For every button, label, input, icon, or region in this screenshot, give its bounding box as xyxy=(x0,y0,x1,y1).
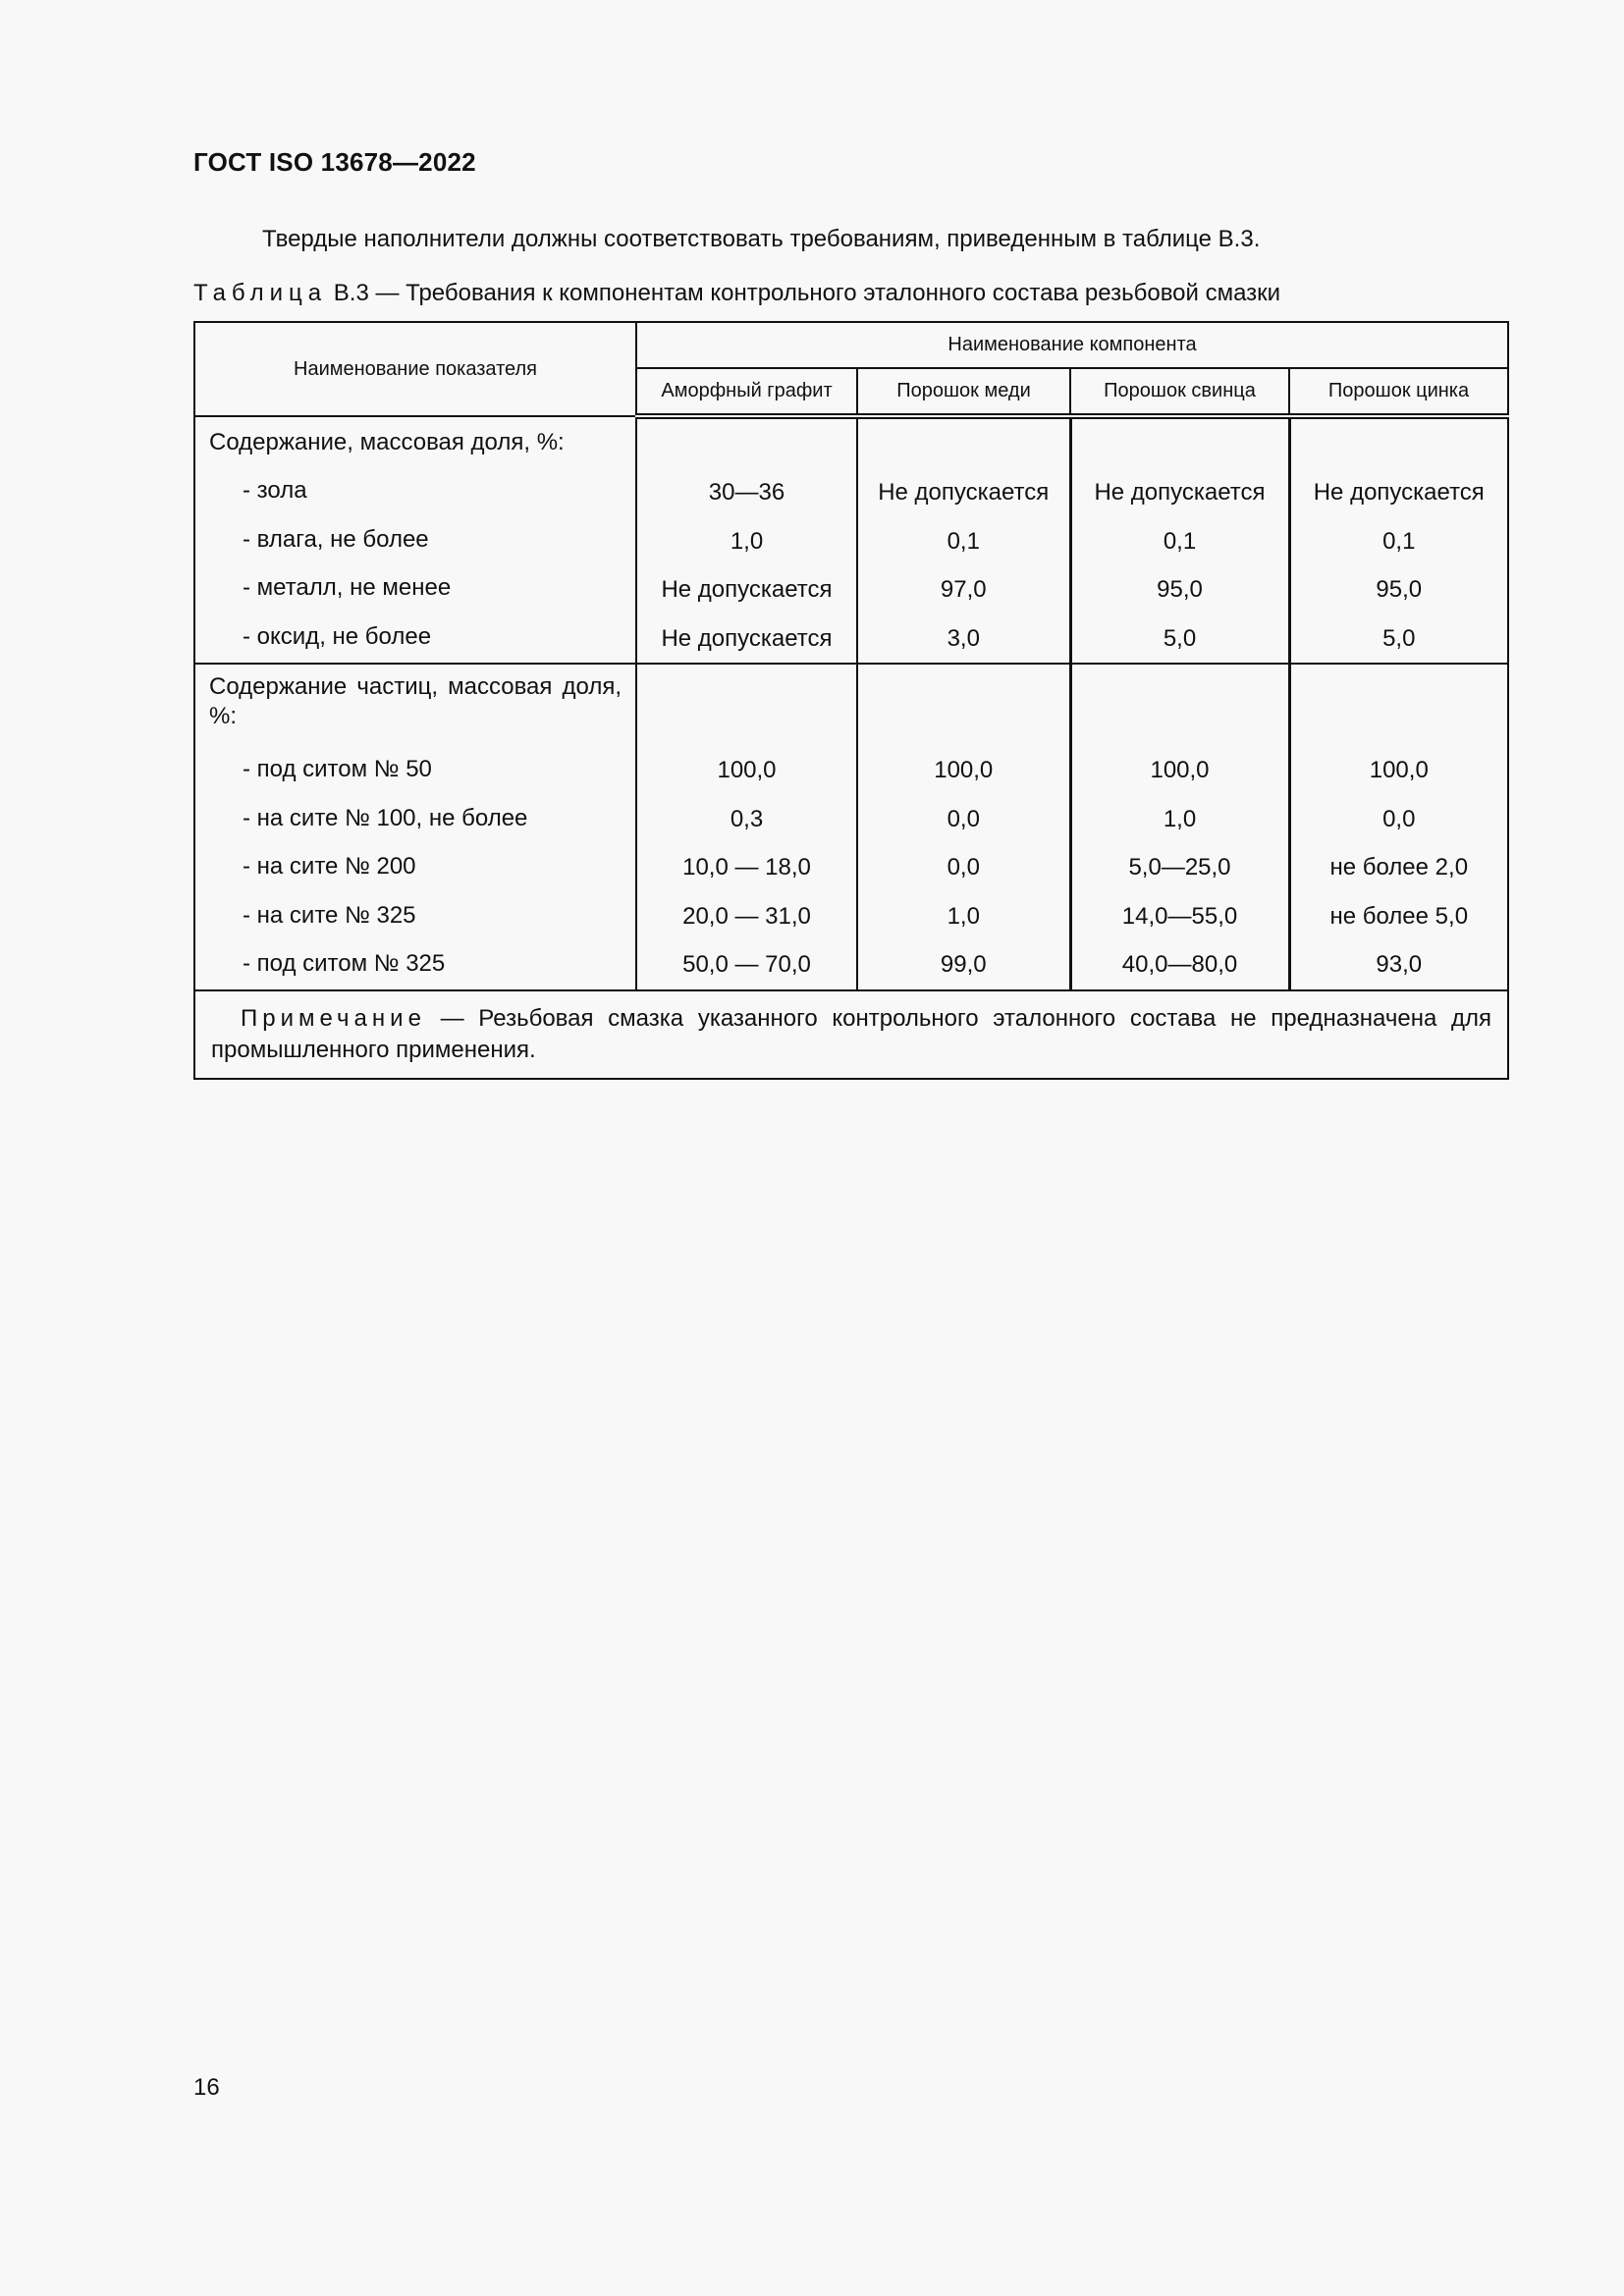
table-cell: 97,0 xyxy=(940,576,987,603)
page-number: 16 xyxy=(193,2074,220,2101)
row-label-moisture: - влага, не более xyxy=(243,525,429,553)
table-group-content xyxy=(194,416,1508,664)
table-cell: Не допускается xyxy=(1313,479,1485,506)
table-cell: 100,0 xyxy=(717,757,777,783)
table-caption-label: Таблица xyxy=(193,280,328,306)
group-content-col-lead xyxy=(1070,416,1289,664)
component-header: Наименование компонента xyxy=(636,322,1508,368)
row-label-under-sieve-325: - под ситом № 325 xyxy=(243,950,446,977)
group-content-col-zinc xyxy=(1289,416,1508,664)
table-cell: 95,0 xyxy=(1157,576,1203,603)
document-header: ГОСТ ISO 13678—2022 xyxy=(193,147,476,177)
table-cell: 1,0 xyxy=(730,527,764,555)
table-cell: 5,0—25,0 xyxy=(1128,854,1231,881)
table-cell: Не допускается xyxy=(661,624,833,652)
row-label-ash: - зола xyxy=(243,477,307,504)
group-particles-col-zinc xyxy=(1289,664,1508,990)
table-cell: 20,0 — 31,0 xyxy=(682,902,811,930)
note-label: Примечание xyxy=(241,1004,426,1032)
table-caption xyxy=(193,280,1280,307)
table-cell: 100,0 xyxy=(1150,757,1210,783)
table-cell: 40,0—80,0 xyxy=(1121,951,1238,978)
row-label-oxide: - оксид, не более xyxy=(243,622,432,650)
row-label-on-sieve-200: - на сите № 200 xyxy=(243,853,416,880)
column-header-amorphous-graphite: Аморфный графит xyxy=(636,368,857,416)
group-content-col-graphite xyxy=(636,416,857,664)
table-cell: Не допускается xyxy=(1094,479,1266,506)
row-label-on-sieve-100: - на сите № 100, не более xyxy=(243,804,528,831)
group-particles-col-copper xyxy=(857,664,1070,990)
row-label-on-sieve-325: - на сите № 325 xyxy=(243,901,416,929)
table-cell: Не допускается xyxy=(661,576,833,603)
table-cell: 5,0 xyxy=(1163,624,1197,652)
table-cell: 0,0 xyxy=(1382,805,1416,832)
table-cell: 3,0 xyxy=(947,624,980,652)
table-cell: 0,0 xyxy=(947,805,980,832)
table-cell: 14,0—55,0 xyxy=(1121,902,1238,930)
group-particles-title: Содержание частиц, массовая доля, %: xyxy=(209,673,622,729)
table-cell: 95,0 xyxy=(1376,576,1423,603)
row-label-under-sieve-50: - под ситом № 50 xyxy=(243,756,432,782)
group-particles-col-lead xyxy=(1070,664,1289,990)
table-cell: Не допускается xyxy=(878,479,1050,506)
group-content-col-copper xyxy=(857,416,1070,664)
requirements-table xyxy=(193,321,1509,1080)
param-header: Наименование показателя xyxy=(194,322,636,416)
table-cell: 0,0 xyxy=(947,854,980,881)
table-cell: не более 2,0 xyxy=(1329,854,1469,881)
table-group-particles xyxy=(194,664,1508,990)
row-label-metal: - металл, не менее xyxy=(243,574,452,601)
table-note-row xyxy=(194,990,1508,1079)
table-cell: 1,0 xyxy=(947,902,980,930)
table-cell: 0,1 xyxy=(1163,527,1197,555)
group-content-params xyxy=(194,416,636,664)
column-header-lead-powder: Порошок свинца xyxy=(1070,368,1289,416)
intro-paragraph: Твердые наполнители должны соответствовать требованиям, приведенным в таблице В.3. xyxy=(262,226,1261,252)
table-cell: 1,0 xyxy=(1163,805,1197,832)
group-content-title: Содержание, массовая доля, %: xyxy=(209,429,565,455)
table-cell: 0,3 xyxy=(730,805,764,832)
table-cell: 0,1 xyxy=(1382,527,1416,555)
table-cell: 30—36 xyxy=(708,479,785,506)
table-cell: 100,0 xyxy=(1369,757,1429,783)
table-cell: не более 5,0 xyxy=(1329,902,1469,930)
column-header-zinc-powder: Порошок цинка xyxy=(1289,368,1508,416)
table-cell: 100,0 xyxy=(934,757,994,783)
column-header-copper-powder: Порошок меди xyxy=(857,368,1070,416)
table-cell: 50,0 — 70,0 xyxy=(682,951,811,978)
group-particles-params xyxy=(194,664,636,990)
table-note xyxy=(194,990,1508,1079)
table-cell: 0,1 xyxy=(947,527,980,555)
table-cell: 93,0 xyxy=(1376,951,1423,978)
table-cell: 99,0 xyxy=(940,951,987,978)
table-caption-text: В.3 — Требования к компонентам контрольного эталонного состава резьбовой смазки xyxy=(327,280,1281,306)
group-particles-col-graphite xyxy=(636,664,857,990)
table-cell: 5,0 xyxy=(1382,624,1416,652)
note-text: — Резьбовая смазка указанного контрольного эталонного состава не предназначена для промышленного применения. xyxy=(211,1004,1492,1063)
table-cell: 10,0 — 18,0 xyxy=(682,854,811,881)
